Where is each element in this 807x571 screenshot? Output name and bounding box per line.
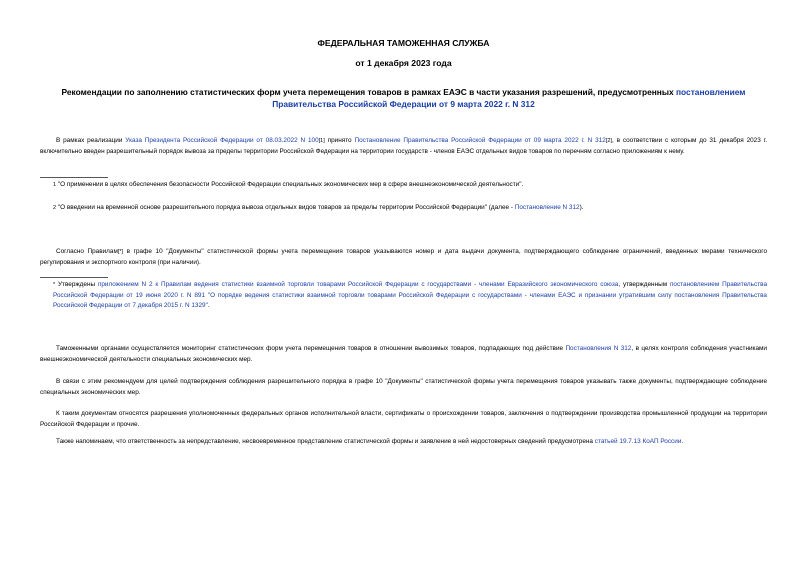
government-decree-link[interactable]: Постановление Правительства Российской Федерации от 09 марта 2022 г. N 312 — [354, 137, 606, 144]
agency-heading: ФЕДЕРАЛЬНАЯ ТАМОЖЕННАЯ СЛУЖБА — [317, 38, 490, 48]
paragraph-4 — [40, 377, 767, 398]
paragraph-1-text-2: принято — [324, 137, 355, 144]
paragraph-3-text-2: , в целях контроля соблюдения участниками внешнеэкономической деятельности специальных экономических мер. — [40, 345, 767, 363]
footnote-3-tail: . — [207, 302, 210, 309]
document-title — [36, 86, 771, 110]
paragraph-6-tail: . — [681, 438, 684, 445]
koap-article-link[interactable]: статьей 19.7.13 КоАП России — [594, 438, 682, 445]
footnote-3 — [53, 280, 767, 312]
paragraph-6-text: Также напоминаем, что ответственность за непредставление, несвоевременное представление статистической формы и заявление в ней недостоверных сведений предусмотрена — [56, 438, 595, 445]
footnote-ref-2[interactable]: [2] — [605, 138, 612, 144]
paragraph-2-text: Согласно Правилам — [56, 248, 118, 255]
paragraph-1-text: В рамках реализации — [56, 137, 126, 144]
decree-891-link[interactable]: постановлением Правительства Российской Федерации от 19 июня 2020 г. N 891 "О порядке ведения статистики взаимной торговли товарами Российской Федерации с государствами - членами ЕАЭС и признании утратившим силу постановления Правительства Российской Федерации от 7 декабря 2015 г. N 1329" — [53, 281, 767, 309]
footnote-divider-1 — [40, 177, 108, 178]
paragraph-4-text: В связи с этим рекомендуем для целей подтверждения соблюдения разрешительного порядка в графе 10 "Документы" статистической формы учета перемещения товаров указывать также документы, подтверждающие соблюдение специальных экономических мер. — [40, 378, 767, 396]
paragraph-6 — [40, 437, 767, 448]
footnote-1-mark: 1 — [53, 182, 57, 188]
footnote-3-mark: * — [53, 282, 56, 288]
footnote-divider-2 — [40, 277, 108, 278]
paragraph-2-text-2: в графе 10 "Документы" статистической формы учета перемещения товаров указываются номер и дата выдачи документа, подтверждающего соблюдение ограничений, введенных мерами технического регулирования и экспортного контроля (при наличии). — [40, 248, 768, 266]
rules-appendix-link[interactable]: приложением N 2 к Правилам ведения статистики взаимной торговли товарами Российской Федерации с государствами - членами Евразийского экономического союза — [97, 281, 619, 288]
footnote-2 — [53, 203, 767, 214]
footnote-3-text-2: , утвержденным — [618, 281, 670, 288]
decree-312-link-2[interactable]: Постановления N 312 — [565, 345, 632, 352]
paragraph-2 — [40, 247, 767, 268]
document-date: от 1 декабря 2023 года — [355, 58, 452, 68]
footnote-2-text: "О введении на временной основе разрешительного порядка вывоза отдельных видов товаров за пределы территории Российской Федерации" (далее - — [57, 204, 515, 211]
paragraph-5-text: К таким документам относятся разрешения уполномоченных федеральных органов исполнительной власти, сертификаты о происхождении товаров, заключения о подтверждении производства промышленной продукции на территории Российской Федерации и прочие. — [40, 410, 767, 428]
paragraph-3-text: Таможенными органами осуществляется мониторинг статистических форм учета перемещения товаров в отношении вывозимых товаров, подпадающих под действие — [56, 345, 566, 352]
presidential-decree-link[interactable]: Указа Президента Российской Федерации от 08.03.2022 N 100 — [125, 137, 319, 144]
paragraph-1 — [40, 136, 767, 157]
footnote-ref-1[interactable]: [1] — [318, 138, 325, 144]
title-decree-link[interactable]: постановлением Правительства Российской Федерации от 9 марта 2022 г. N 312 — [272, 87, 746, 109]
footnote-1-text: "О применении в целях обеспечения безопасности Российской Федерации специальных экономических мер в сфере внешнеэкономической деятельности". — [57, 181, 524, 188]
footnote-3-text: Утверждены — [57, 281, 98, 288]
title-text: Рекомендации по заполнению статистических форм учета перемещения товаров в рамках ЕАЭС в части указания разрешений, предусмотренных — [61, 87, 676, 97]
footnote-1 — [53, 180, 767, 191]
decree-312-link[interactable]: Постановление N 312 — [514, 204, 580, 211]
paragraph-3 — [40, 344, 767, 365]
paragraph-1-text-3: , в соответствии с которым до 31 декабря 2023 г. включительно введен разрешительный порядок вывоза за пределы территории Российской Федерации на территории государств - членов ЕАЭС отдельных видов товаров по перечням согласно приложениям к нему. — [40, 137, 767, 155]
footnote-ref-star[interactable]: [*] — [117, 249, 124, 255]
footnote-2-mark: 2 — [53, 205, 57, 211]
footnote-2-tail: ). — [579, 204, 584, 211]
paragraph-5 — [40, 409, 767, 430]
